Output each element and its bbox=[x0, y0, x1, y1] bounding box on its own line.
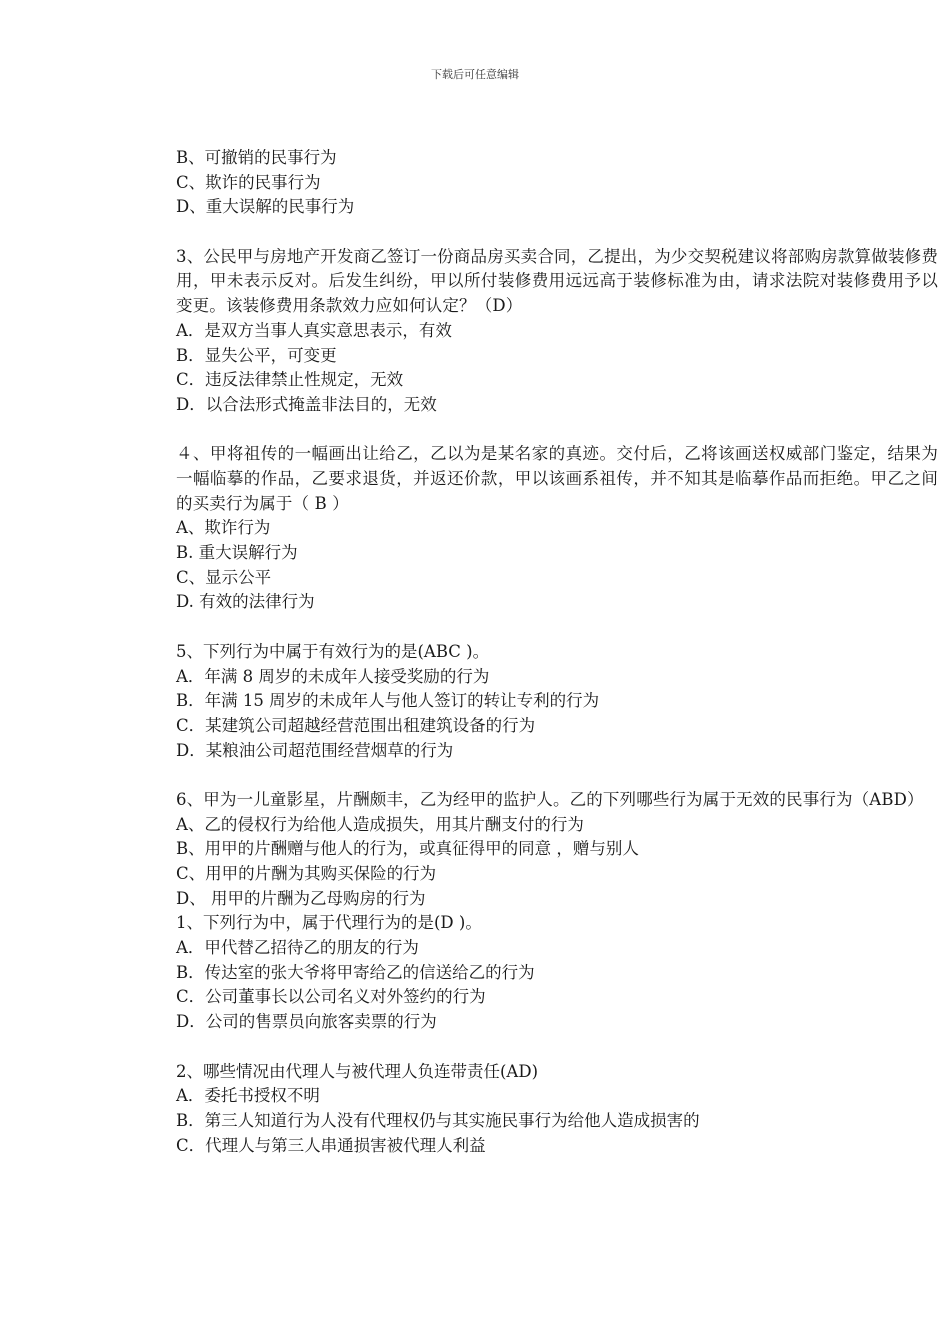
text-line: A．甲代替乙招待乙的朋友的行为 bbox=[176, 938, 419, 958]
question-paragraph: ４、甲将祖传的一幅画出让给乙，乙以为是某名家的真迹。交付后，乙将该画送权威部门鉴定，结果为一幅临摹的作品，乙要求退货，并返还价款，甲以该画系祖传，并不知其是临摹作品而拒绝。甲乙之间的买卖行为属于（ B ） bbox=[176, 444, 938, 513]
text-line: B．年满 15 周岁的未成年人与他人签订的转让专利的行为 bbox=[176, 691, 600, 711]
paragraph-gap bbox=[176, 418, 938, 443]
text-line: B. 重大误解行为 bbox=[176, 543, 298, 563]
text-line: C、显示公平 bbox=[176, 567, 272, 587]
text-line: D．公司的售票员向旅客卖票的行为 bbox=[176, 1012, 437, 1032]
text-line: B．显失公平，可变更 bbox=[176, 345, 337, 365]
text-line: 5、下列行为中属于有效行为的是(ABC )。 bbox=[176, 641, 490, 661]
text-line: B．第三人知道行为人没有代理权仍与其实施民事行为给他人造成损害的 bbox=[176, 1110, 700, 1130]
text-line: B．传达室的张大爷将甲寄给乙的信送给乙的行为 bbox=[176, 962, 535, 982]
text-line: C．违反法律禁止性规定，无效 bbox=[176, 370, 404, 390]
text-line: C．代理人与第三人串通损害被代理人利益 bbox=[176, 1135, 486, 1155]
text-line: 2、哪些情况由代理人与被代理人负连带责任(AD) bbox=[176, 1061, 539, 1081]
text-line: D、 用甲的片酬为乙母购房的行为 bbox=[176, 888, 426, 908]
page-header: 下载后可任意编辑 bbox=[431, 68, 519, 81]
text-line: D．以合法形式掩盖非法目的，无效 bbox=[176, 394, 437, 414]
text-line: C、用甲的片酬为其购买保险的行为 bbox=[176, 864, 437, 884]
paragraph-gap bbox=[176, 220, 938, 245]
text-line: D. 有效的法律行为 bbox=[176, 592, 315, 612]
text-line: B、可撤销的民事行为 bbox=[176, 148, 337, 167]
text-line: A．是双方当事人真实意思表示，有效 bbox=[176, 320, 452, 340]
text-line: A．年满 8 周岁的未成年人接受奖励的行为 bbox=[176, 666, 490, 686]
paragraph-gap bbox=[176, 763, 938, 788]
text-line: C．公司董事长以公司名义对外签约的行为 bbox=[176, 987, 486, 1007]
text-line: C、欺诈的民事行为 bbox=[176, 172, 321, 192]
text-line: C．某建筑公司超越经营范围出租建筑设备的行为 bbox=[176, 715, 536, 735]
text-line: B、用甲的片酬赠与他人的行为，或真征得甲的同意 ，赠与别人 bbox=[176, 839, 639, 859]
text-line: 1、下列行为中，属于代理行为的是(D )。 bbox=[176, 913, 482, 933]
document-body bbox=[176, 146, 938, 1158]
question-paragraph: 6、甲为一儿童影星，片酬颇丰，乙为经甲的监护人。乙的下列哪些行为属于无效的民事行为（ABD） bbox=[176, 789, 924, 809]
text-line: A、乙的侵权行为给他人造成损失，用其片酬支付的行为 bbox=[176, 814, 584, 834]
paragraph-gap bbox=[176, 1035, 938, 1060]
text-line: D．某粮油公司超范围经营烟草的行为 bbox=[176, 740, 454, 760]
text-line: D、重大误解的民事行为 bbox=[176, 197, 355, 217]
text-line: A、欺诈行为 bbox=[176, 518, 271, 538]
text-line: A．委托书授权不明 bbox=[176, 1086, 320, 1106]
question-paragraph: 3、公民甲与房地产开发商乙签订一份商品房买卖合同，乙提出，为少交契税建议将部购房款算做装修费用，甲未表示反对。后发生纠纷，甲以所付装修费用远远高于装修标准为由，请求法院对装修费用予以变更。该装修费用条款效力应如何认定？（D） bbox=[176, 246, 938, 316]
paragraph-gap bbox=[176, 615, 938, 640]
